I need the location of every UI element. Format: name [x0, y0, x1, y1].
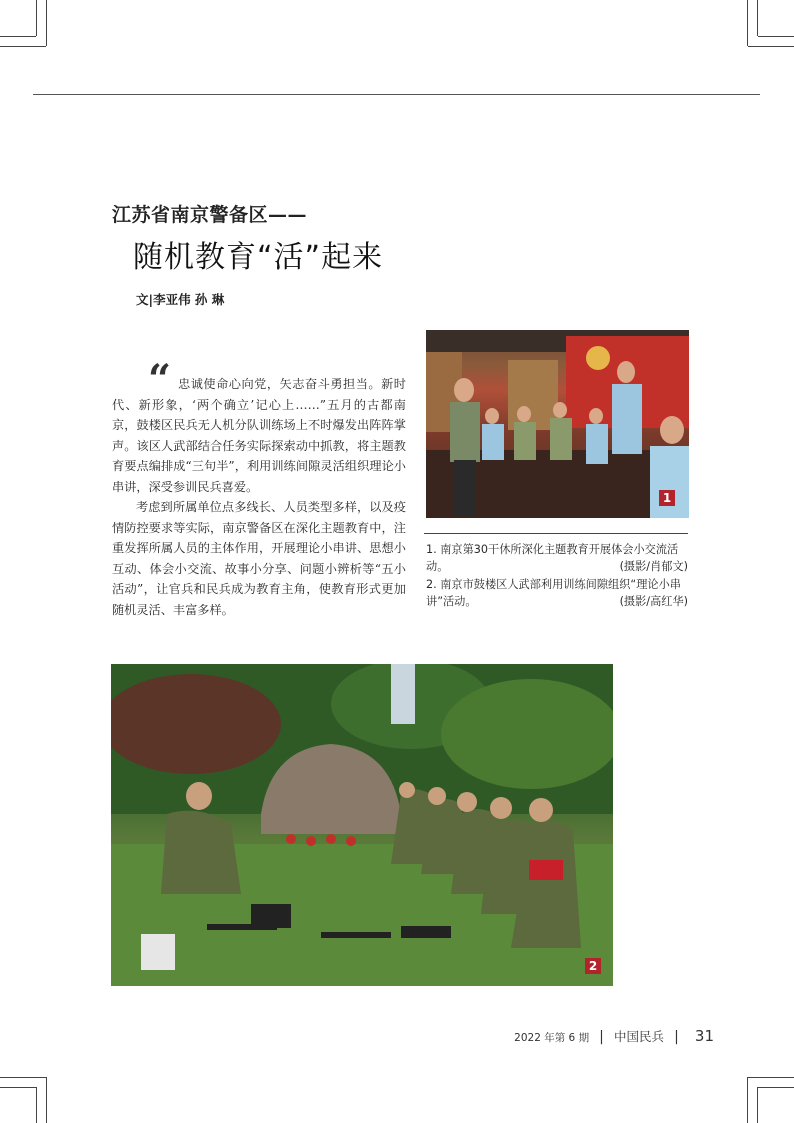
photo-caption [426, 541, 688, 575]
photo-1-illustration [426, 330, 689, 518]
caption-text: 2. 南京市鼓楼区人武部利用训练间隙组织“理论小串讲”活动。 [426, 578, 681, 608]
crop-mark [46, 0, 47, 46]
photo-caption [426, 576, 688, 610]
crop-mark [0, 36, 36, 37]
page-number: 31 [694, 1027, 714, 1045]
crop-mark [36, 1087, 37, 1123]
photo-number-badge: 1 [659, 490, 675, 506]
paragraph: 考虑到所属单位点多线长、人员类型多样，以及疫情防控要求等实际，南京警备区在深化主题教育中，注重发挥所属人员的主体作用，开展理论小串讲、思想小互动、体会小交流、故事小分享、问题小辨析等“五小活动”，让官兵和民兵成为教育主角，使教育形式更加随机灵活、丰富多样。 [112, 500, 406, 617]
caption-rule [424, 533, 688, 534]
footer-separator: | [599, 1029, 604, 1045]
crop-mark [0, 46, 46, 47]
crop-mark [748, 46, 794, 47]
article-kicker: 江苏省南京警备区—— [112, 204, 308, 226]
photo-credit: (摄影/高红华) [619, 595, 688, 608]
header-rule [33, 94, 760, 95]
crop-mark [0, 1087, 36, 1088]
crop-mark [0, 1077, 46, 1078]
crop-mark [758, 36, 794, 37]
crop-mark [757, 0, 758, 36]
page-footer [514, 1026, 714, 1045]
crop-mark [758, 1087, 794, 1088]
article-title: 随机教育“活”起来 [133, 240, 384, 275]
photo-1 [426, 330, 689, 518]
issue-label: 2022 年第 6 期 [514, 1032, 590, 1044]
crop-mark [747, 1077, 748, 1123]
photo-2-illustration [111, 664, 613, 986]
opening-quote-mark: “ [148, 356, 172, 403]
crop-mark [748, 1077, 794, 1078]
photo-credit: (摄影/肖郁文) [619, 560, 688, 573]
caption-text: 1. 南京第30干休所深化主题教育开展体会小交流活动。 [426, 543, 679, 573]
crop-mark [757, 1087, 758, 1123]
crop-mark [36, 0, 37, 36]
article-byline: 文|李亚伟 孙 琳 [136, 292, 225, 307]
paragraph: 忠诚使命心向党，矢志奋斗勇担当。新时代、新形象，‘两个确立’记心上……”五月的古都南京，鼓楼区民兵无人机分队训练场上不时爆发出阵阵掌声。该区人武部结合任务实际探索动中抓教，将主题教育要点编排成“三句半”，利用训练间隙灵活组织理论小串讲，深受参训民兵喜爱。 [112, 377, 406, 494]
crop-mark [747, 0, 748, 46]
crop-mark [46, 1077, 47, 1123]
magazine-name: 中国民兵 [613, 1029, 664, 1044]
footer-separator: | [674, 1029, 679, 1045]
photo-2 [111, 664, 613, 986]
photo-number-badge: 2 [585, 958, 601, 974]
